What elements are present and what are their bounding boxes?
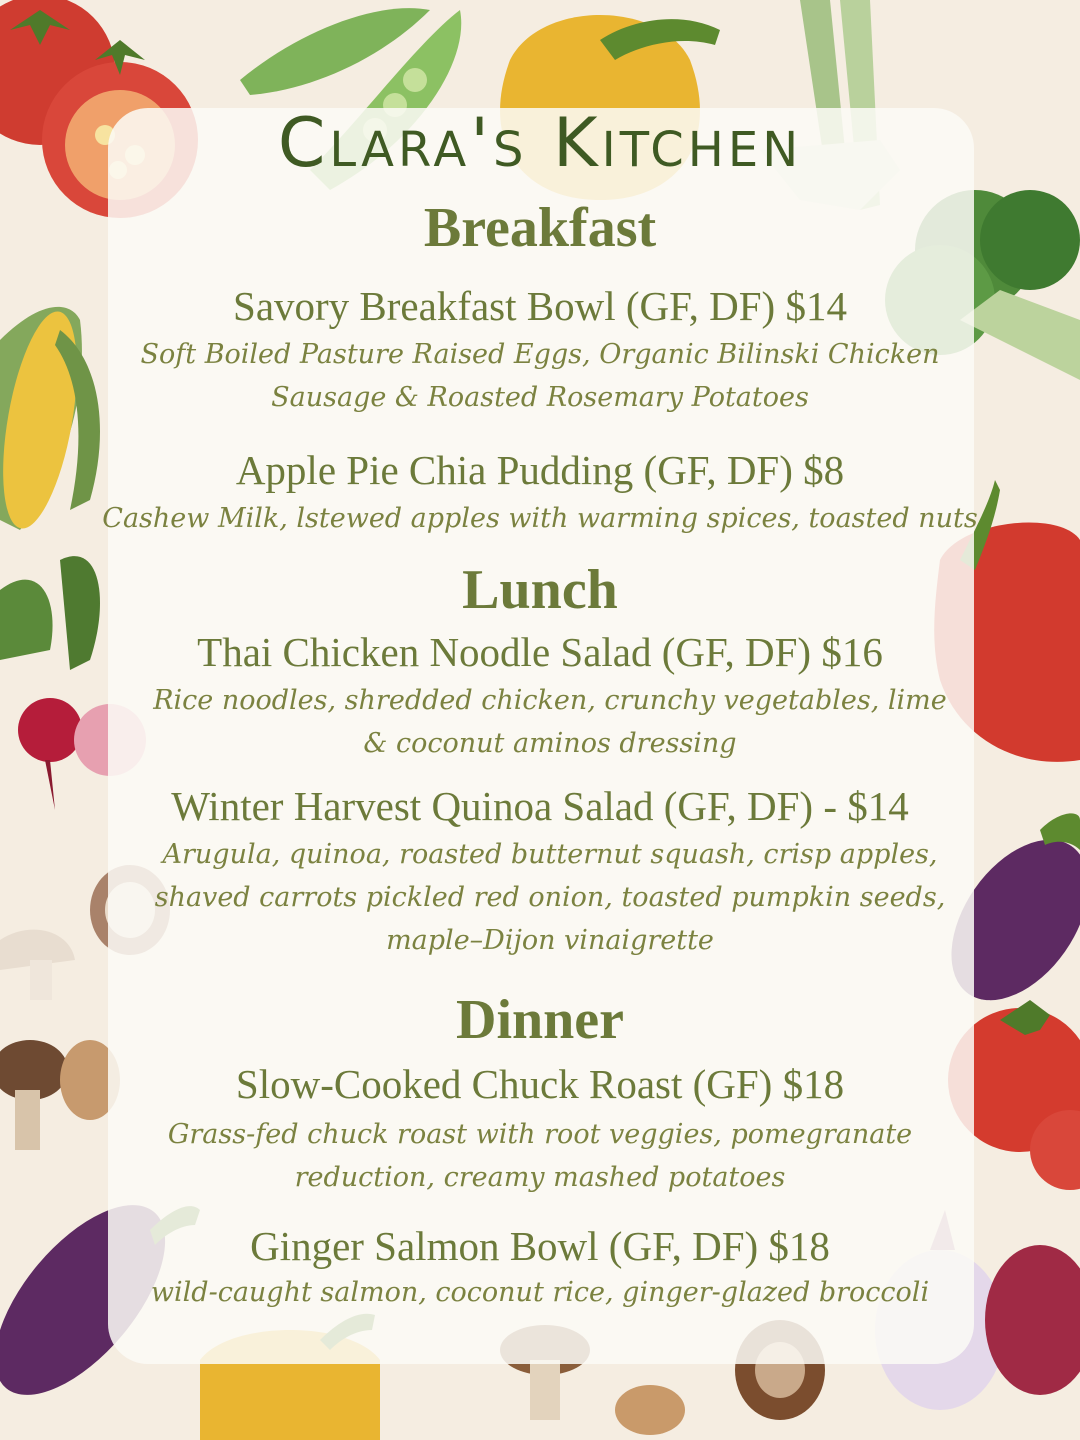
menu-item-description: Soft Boiled Pasture Raised Eggs, Organic Bilinski Chicken Sausage & Roasted Rosemary Potatoes	[140, 339, 940, 413]
menu-item-description: Arugula, quinoa, roasted butternut squash, crisp apples, shaved carrots pickled red onion, toasted pumpkin seeds, maple–Dijon vinaigrette	[154, 839, 946, 956]
menu-item-name: Ginger Salmon Bowl (GF, DF) $18	[250, 1223, 830, 1269]
menu-item-name: Winter Harvest Quinoa Salad (GF, DF) - $14	[171, 783, 909, 829]
menu-item-description: Grass-fed chuck roast with root veggies, pomegranate reduction, creamy mashed potatoes	[167, 1119, 913, 1193]
section-title-lunch: Lunch	[462, 559, 618, 621]
restaurant-title: Clara's Kitchen	[277, 104, 803, 183]
menu-item-name: Thai Chicken Noodle Salad (GF, DF) $16	[197, 629, 883, 675]
menu-item-name: Savory Breakfast Bowl (GF, DF) $14	[233, 283, 847, 329]
menu-item-description: Rice noodles, shredded chicken, crunchy vegetables, lime & coconut aminos dressing	[153, 685, 947, 759]
menu-item-description: Cashew Milk, lstewed apples with warming spices, toasted nuts	[102, 503, 978, 534]
section-title-breakfast: Breakfast	[423, 197, 657, 259]
menu-item-name: Slow-Cooked Chuck Roast (GF) $18	[235, 1061, 845, 1107]
menu-item-name: Apple Pie Chia Pudding (GF, DF) $8	[235, 447, 845, 493]
section-title-dinner: Dinner	[456, 989, 624, 1051]
menu-item-description: wild-caught salmon, coconut rice, ginger-glazed broccoli	[150, 1277, 930, 1308]
